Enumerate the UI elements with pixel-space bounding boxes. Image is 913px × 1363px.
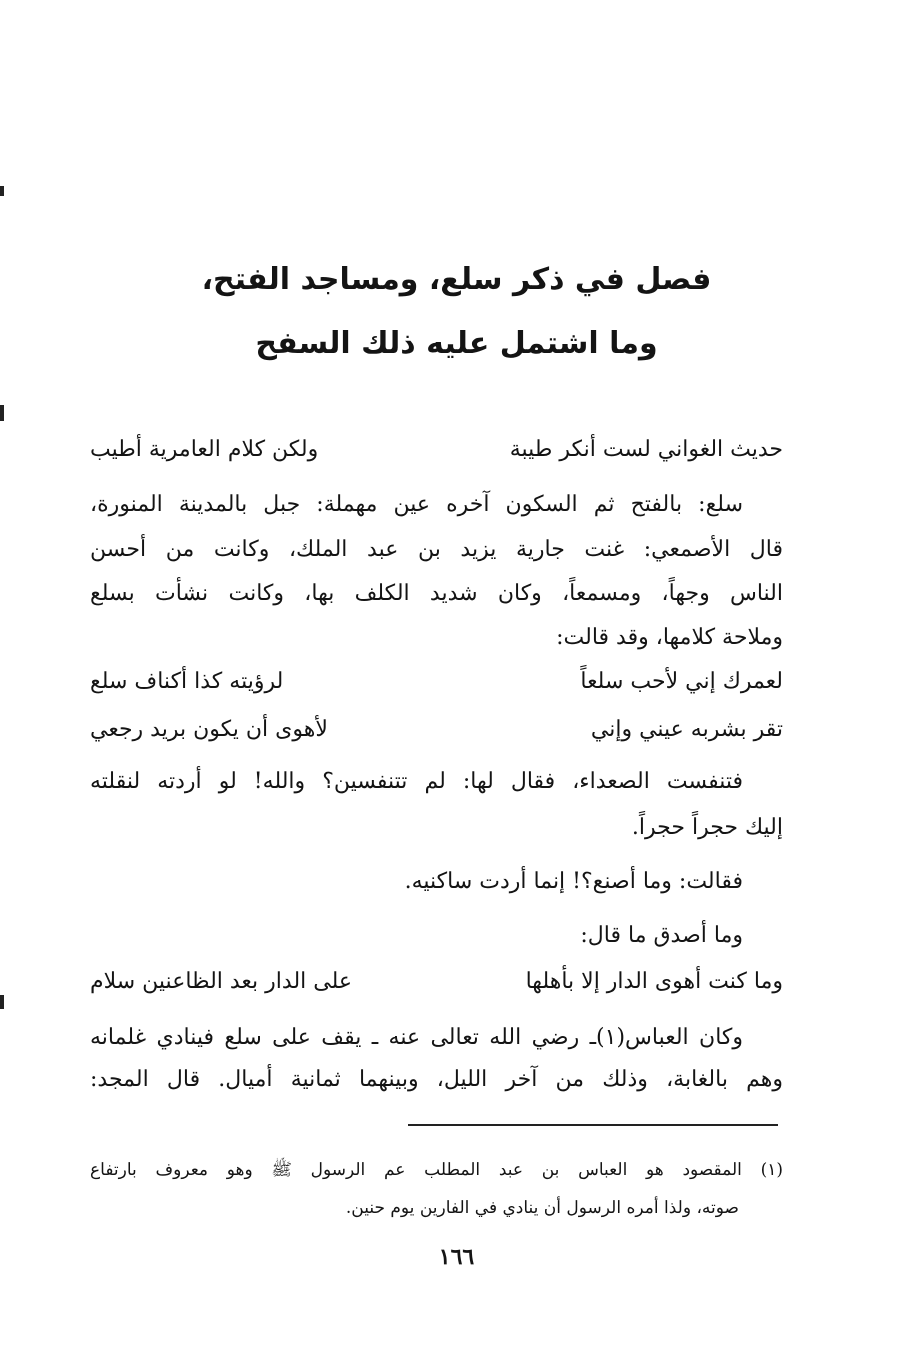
poem-verse xyxy=(90,962,783,1002)
paragraph-line: وكان العباس(١)ـ رضي الله تعالى عنه ـ يقف على سلع فينادي غلمانه xyxy=(90,1025,743,1050)
verse-hemistich-right: حديث الغواني لست أنكر طيبة xyxy=(509,437,783,462)
paragraph-line: سلع: بالفتح ثم السكون آخره عين مهملة: جبل بالمدينة المنورة، xyxy=(90,492,743,517)
section-title-line-1: فصل في ذكر سلع، ومساجد الفتح، xyxy=(201,262,712,297)
opening-verse xyxy=(90,430,783,470)
paragraph-line: وما أصدق ما قال: xyxy=(580,923,743,948)
poem-verse xyxy=(90,662,783,702)
page-number: ١٦٦ xyxy=(438,1244,475,1270)
paragraph-line: الناس وجهاً، ومسمعاً، وكان شديد الكلف بها، وكانت نشأت بسلع xyxy=(90,581,783,606)
section-title-line-2: وما اشتمل عليه ذلك السفح xyxy=(255,326,658,361)
footnote-line: (١) المقصود هو العباس بن عبد المطلب عم الرسول ﷺ وهو معروف بارتفاع xyxy=(90,1160,783,1180)
footnote-separator xyxy=(408,1124,778,1126)
footnote-line: صوته، ولذا أمره الرسول أن ينادي في الفارين يوم حنين. xyxy=(345,1198,739,1218)
paragraph-line: فقالت: وما أصنع؟! إنما أردت ساكنيه. xyxy=(404,869,743,894)
poem-verse xyxy=(90,710,783,750)
paragraph-line: وملاحة كلامها، وقد قالت: xyxy=(556,625,783,650)
verse-hemistich-right: تقر بشربه عيني وإني xyxy=(590,717,783,742)
paragraph-line: قال الأصمعي: غنت جارية يزيد بن عبد الملك، وكانت من أحسن xyxy=(90,537,783,562)
paragraph-line: إليك حجراً حجراً. xyxy=(631,815,783,840)
verse-hemistich-left: لأهوى أن يكون بريد رجعي xyxy=(90,717,328,742)
paragraph-line: وهم بالغابة، وذلك من آخر الليل، وبينهما ثمانية أميال. قال المجد: xyxy=(90,1067,783,1092)
scan-edge-mark xyxy=(0,186,4,196)
verse-hemistich-right: لعمرك إني لأحب سلعاً xyxy=(580,669,783,694)
verse-hemistich-left: ولكن كلام العامرية أطيب xyxy=(90,437,319,462)
scan-edge-mark xyxy=(0,405,4,421)
paragraph-line: فتنفست الصعداء، فقال لها: لم تتنفسين؟ والله! لو أردته لنقلته xyxy=(90,769,743,794)
verse-hemistich-left: على الدار بعد الظاعنين سلام xyxy=(90,969,353,994)
scan-edge-mark xyxy=(0,995,4,1009)
verse-hemistich-right: وما كنت أهوى الدار إلا بأهلها xyxy=(525,969,783,994)
verse-hemistich-left: لرؤيته كذا أكناف سلع xyxy=(90,669,284,694)
